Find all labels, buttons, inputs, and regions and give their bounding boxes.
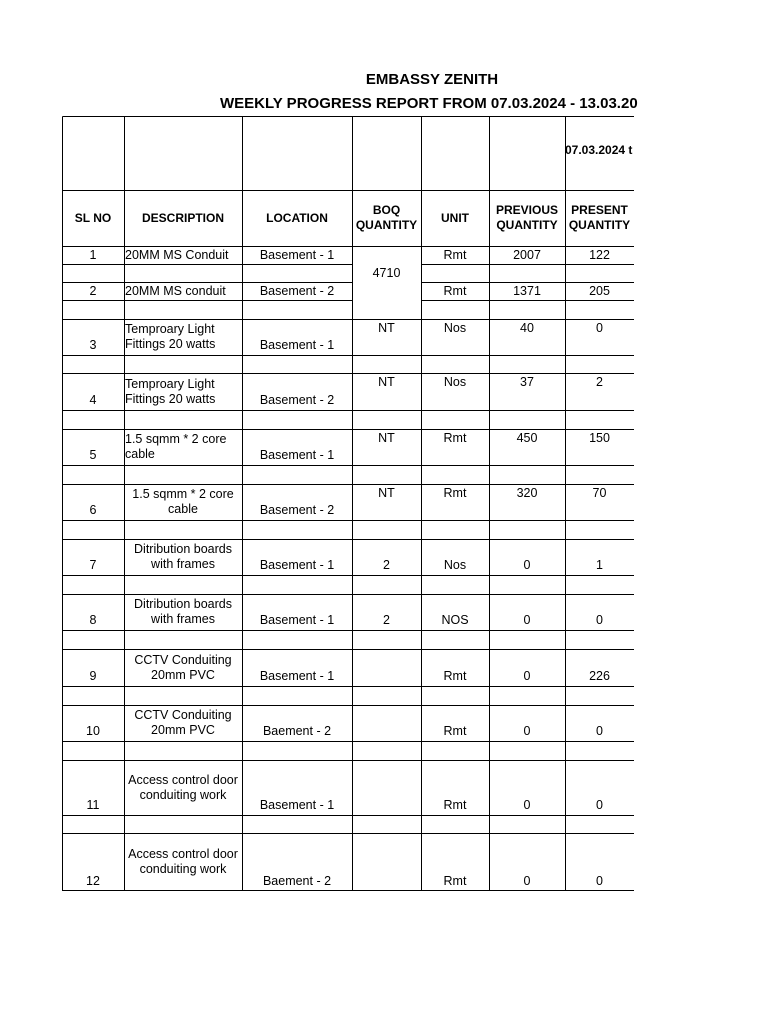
present-quantity-cell: 0	[596, 724, 603, 738]
header-previous-line2: QUANTITY	[496, 218, 558, 232]
sl-no-cell: 8	[89, 613, 97, 627]
header-previous-line1: PREVIOUS	[495, 203, 558, 217]
location-cell: Basement - 1	[259, 448, 335, 462]
location-cell: Basement - 1	[259, 613, 335, 627]
previous-quantity-cell: 1371	[513, 284, 541, 298]
previous-quantity-cell: 0	[523, 558, 531, 572]
previous-quantity-cell: 0	[523, 724, 531, 738]
boq-quantity-cell: 4710	[372, 265, 401, 280]
present-quantity-cell: 2	[596, 375, 603, 389]
location-cell: Basement - 1	[259, 248, 335, 262]
header-present-line1: PRESENT	[571, 203, 628, 217]
header-sl-no: SL NO	[74, 210, 112, 225]
previous-quantity-cell: 0	[523, 798, 531, 812]
sl-no-cell: 1	[89, 248, 97, 262]
header-location: LOCATION	[266, 210, 328, 225]
unit-cell: Rmt	[443, 431, 467, 445]
date-range-header: 07.03.2024 t	[565, 143, 633, 157]
unit-cell: NOS	[441, 613, 469, 627]
sl-no-cell: 3	[89, 338, 97, 352]
sl-no-cell: 11	[86, 798, 100, 812]
location-cell: Basement - 2	[259, 503, 335, 517]
sl-no-cell: 4	[89, 393, 97, 407]
description-cell: 20MM MS conduit	[125, 284, 226, 298]
description-cell: CCTV Conduiting 20mm PVC	[134, 708, 232, 737]
present-quantity-cell: 1	[596, 558, 603, 572]
present-quantity-cell: 150	[589, 431, 610, 445]
progress-table	[62, 116, 634, 891]
unit-cell: Nos	[443, 321, 467, 335]
unit-cell: Nos	[443, 558, 467, 572]
unit-cell: Rmt	[443, 669, 467, 683]
location-cell: Basement - 2	[259, 284, 335, 298]
header-boq-quantity	[352, 190, 421, 246]
unit-cell: Rmt	[443, 248, 467, 262]
boq-quantity-cell: NT	[378, 375, 395, 389]
boq-quantity-cell: 2	[383, 558, 390, 572]
location-cell: Baement - 2	[262, 724, 332, 738]
header-unit: UNIT	[441, 210, 469, 225]
present-quantity-cell: 0	[596, 321, 603, 335]
description-cell: Ditribution boards with frames	[134, 597, 232, 626]
present-quantity-cell: 122	[589, 248, 610, 262]
previous-quantity-cell: 320	[516, 486, 538, 500]
sl-no-cell: 12	[86, 874, 100, 888]
location-cell: Basement - 1	[259, 558, 335, 572]
present-quantity-cell: 226	[589, 669, 610, 683]
description-cell: CCTV Conduiting 20mm PVC	[134, 652, 232, 682]
sl-no-cell: 10	[86, 724, 100, 738]
previous-quantity-cell: 0	[523, 874, 531, 888]
boq-quantity-cell: NT	[378, 321, 395, 335]
previous-quantity-cell: 0	[523, 613, 531, 627]
header-present-line2: QUANTITY	[568, 218, 631, 232]
header-boq-line1: BOQ	[372, 203, 401, 217]
previous-quantity-cell: 0	[523, 669, 531, 683]
previous-quantity-cell: 37	[520, 375, 534, 389]
description-cell: 1.5 sqmm * 2 core cable	[125, 432, 227, 461]
sl-no-cell: 6	[89, 503, 97, 517]
header-previous-quantity	[489, 190, 565, 246]
header-boq-line2: QUANTITY	[355, 218, 418, 232]
description-cell: Access control door conduiting work	[128, 847, 238, 876]
previous-quantity-cell: 40	[520, 321, 534, 335]
present-quantity-cell: 70	[592, 486, 607, 500]
header-present-quantity	[565, 190, 634, 246]
boq-quantity-cell: 2	[383, 613, 390, 627]
sl-no-cell: 9	[89, 669, 97, 683]
unit-cell: Rmt	[443, 284, 467, 298]
description-cell: 20MM MS Conduit	[125, 248, 229, 262]
boq-quantity-cell: NT	[378, 486, 395, 500]
location-cell: Basement - 1	[259, 669, 335, 683]
sl-no-cell: 7	[89, 558, 97, 572]
description-cell: Ditribution boards with frames	[134, 542, 232, 571]
location-cell: Basement - 1	[259, 338, 335, 352]
unit-cell: Nos	[443, 375, 467, 389]
unit-cell: Rmt	[443, 486, 467, 500]
sl-no-cell: 5	[89, 448, 97, 462]
description-cell: Temproary Light Fittings 20 watts	[125, 376, 216, 406]
report-subtitle: WEEKLY PROGRESS REPORT FROM 07.03.2024 - 13.03.20	[220, 95, 638, 112]
unit-cell: Rmt	[443, 798, 467, 812]
unit-cell: Rmt	[443, 724, 467, 738]
previous-quantity-cell: 450	[516, 431, 538, 445]
boq-quantity-cell: NT	[378, 431, 395, 445]
sl-no-cell: 2	[89, 284, 97, 298]
present-quantity-cell: 0	[596, 874, 603, 888]
location-cell: Baement - 2	[262, 874, 332, 888]
previous-quantity-cell: 2007	[513, 248, 541, 262]
description-cell: Access control door conduiting work	[128, 772, 238, 802]
report-title: EMBASSY ZENITH	[365, 71, 499, 88]
present-quantity-cell: 0	[596, 613, 603, 627]
description-cell: 1.5 sqmm * 2 core cable	[132, 487, 234, 516]
present-quantity-cell: 0	[596, 798, 603, 812]
location-cell: Basement - 1	[259, 798, 335, 812]
description-cell: Temproary Light Fittings 20 watts	[125, 322, 216, 351]
present-quantity-cell: 205	[589, 284, 610, 298]
header-description: DESCRIPTION	[141, 210, 224, 225]
unit-cell: Rmt	[443, 874, 467, 888]
location-cell: Basement - 2	[259, 393, 335, 407]
